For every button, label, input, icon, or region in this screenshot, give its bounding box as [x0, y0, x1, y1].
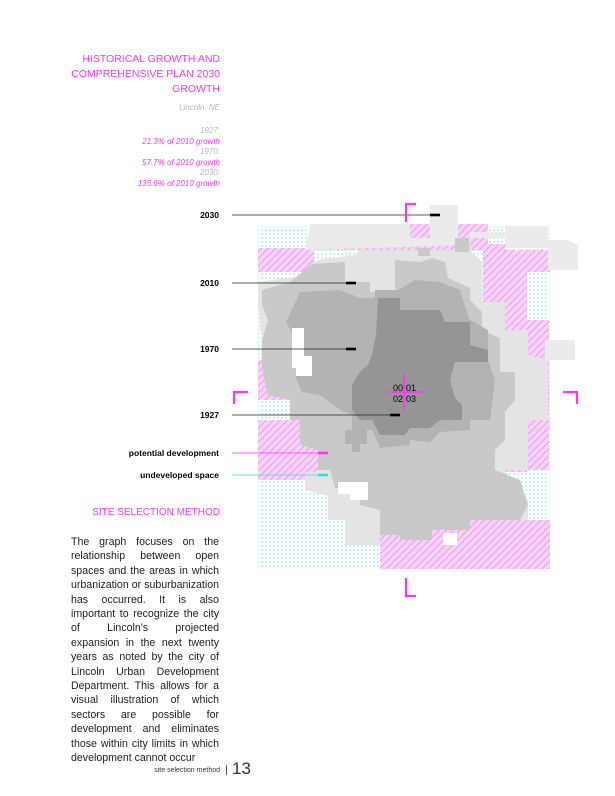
stat-year-1970: 1970:: [199, 147, 220, 156]
legend-1927: 1927: [200, 410, 219, 420]
quadrant-label-01: 01: [406, 383, 417, 393]
location-subtitle: Lincoln, NE: [179, 103, 220, 112]
legend-2030: 2030: [200, 210, 219, 220]
section-body: The graph focuses on the relationship between open spaces and the areas in which urbanization or suburbanization has occurred. It is also important to recognize the city of Lincoln's projected expansion in the next twenty years as noted by the city of Lincoln Urban Development Department. This allows for a visual illustration of which sectors are possible for development and eliminates those within city limits in which development cannot occur: [71, 536, 219, 765]
stat-value-2030: 135.6% of 2010 growth: [137, 178, 220, 188]
stat-year-2030: 2030:: [199, 168, 220, 177]
quadrant-label-03: 03: [406, 394, 417, 404]
legend-2010: 2010: [200, 278, 219, 288]
footer-section-label: site selection method: [154, 767, 220, 774]
page-title: HISTORICAL GROWTH AND COMPREHENSIVE PLAN 2030 GROWTH: [71, 53, 220, 95]
page-number: 13: [232, 759, 251, 778]
legend-1970: 1970: [200, 344, 219, 354]
quadrant-label-02: 02: [393, 394, 404, 404]
stat-value-1970: 57.7% of 2010 growth: [142, 157, 220, 167]
stat-year-1927: 1927:: [199, 126, 220, 135]
quadrant-label-00: 00: [393, 383, 404, 393]
footer-divider: [226, 765, 227, 775]
stat-value-1927: 21.3% of 2010 growth: [142, 136, 220, 146]
legend-potential-development: potential development: [128, 448, 219, 458]
section-heading: SITE SELECTION METHOD: [92, 507, 220, 518]
legend-undeveloped-space: undeveloped space: [140, 470, 219, 480]
